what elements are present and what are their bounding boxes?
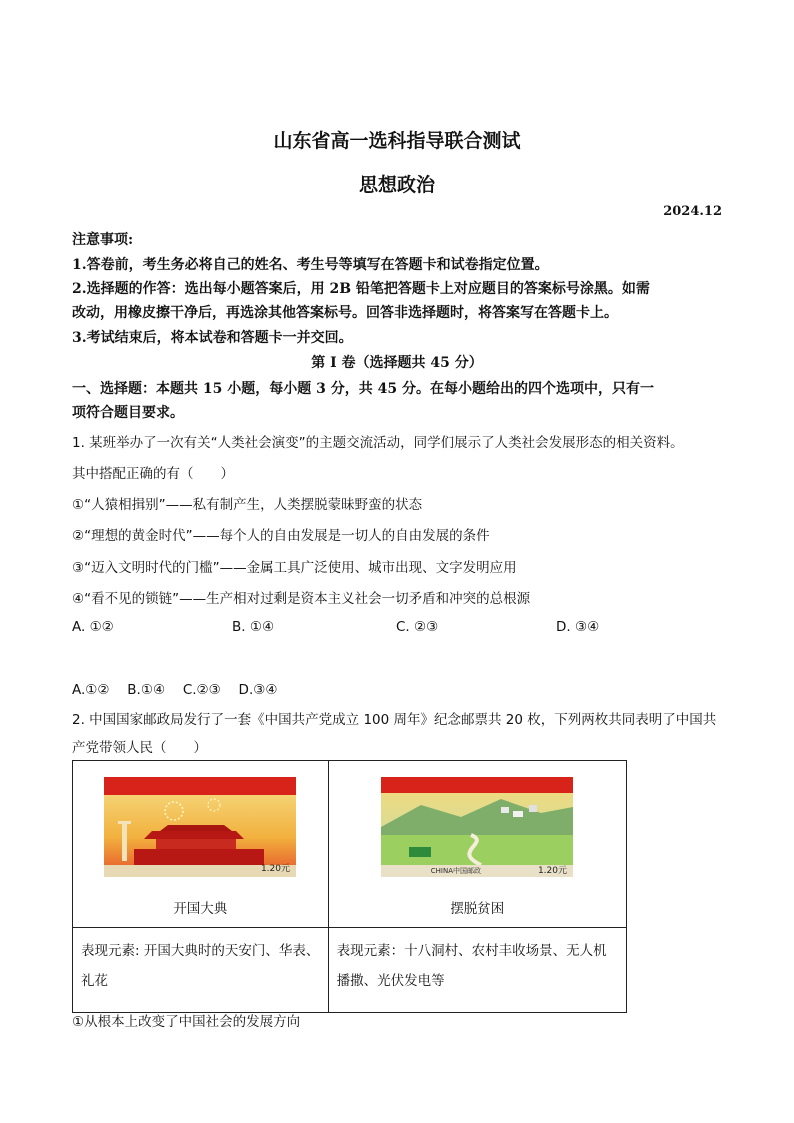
stamp-description: 表现元素: 开国大典时的天安门、华表、礼花 <box>73 928 329 1013</box>
q1-item: ③“迈入文明时代的门槛”——金属工具广泛使用、城市出现、文字发明应用 <box>72 560 517 576</box>
stamp-poverty-alleviation <box>381 777 573 877</box>
q1-item: ①“人猿相揖别”——私有制产生，人类摆脱蒙昧野蛮的状态 <box>72 497 423 513</box>
q1-option-b: B. ①④ <box>232 619 275 635</box>
notice-item: 2.选择题的作答：选出每小题答案后，用 2B 铅笔把答题卡上对应题目的答案标号涂黑。如需 <box>72 281 650 297</box>
q2-stem: 2. 中国国家邮政局发行了一套《中国共产党成立 100 周年》纪念邮票共 20 枚，下列两枚共同表明了中国共 <box>72 712 717 728</box>
village-stamp-illustration <box>381 777 573 877</box>
q1-item: ④“看不见的锁链”——生产相对过剩是资本主义社会一切矛盾和冲突的总根源 <box>72 591 531 607</box>
q1-item: ②“理想的黄金时代”——每个人的自由发展是一切人的自由发展的条件 <box>72 528 490 544</box>
stamp-value-label: 1.20元 <box>538 866 568 876</box>
notice-heading: 注意事项: <box>72 232 134 248</box>
notice-item: 3.考试结束后，将本试卷和答题卡一并交回。 <box>72 330 353 346</box>
stamp-value-label: 1.20元 <box>261 864 291 874</box>
stamp-table <box>72 760 627 1013</box>
q1-option-a: A. ①② <box>72 619 114 635</box>
stamp-country-label: CHINA中国邮政 <box>431 867 482 875</box>
stamp-caption: 摆脱贫困 <box>450 901 505 917</box>
section-heading: 一、选择题：本题共 15 小题，每小题 3 分，共 45 分。在每小题给出的四个选项中，只有一 <box>72 381 654 397</box>
q1-option-d: D. ③④ <box>556 619 600 635</box>
exam-title: 山东省高一选科指导联合测试 <box>273 130 521 152</box>
volume-heading: 第 I 卷（选择题共 45 分） <box>311 355 483 371</box>
q1-option-c: C. ②③ <box>396 619 439 635</box>
notice-item: 1.答卷前，考生务必将自己的姓名、考生号等填写在答题卡和试卷指定位置。 <box>72 257 549 273</box>
subject-title: 思想政治 <box>358 174 435 196</box>
q2-item: ①从根本上改变了中国社会的发展方向 <box>72 1014 301 1030</box>
stamp-cell-poverty <box>328 761 626 928</box>
section-heading-cont: 项符合题目要求。 <box>72 405 184 421</box>
stamp-caption: 开国大典 <box>173 901 228 917</box>
q1-stem: 1. 某班举办了一次有关“人类社会演变”的主题交流活动，同学们展示了人类社会发展形态的相关资料。 <box>72 435 684 451</box>
q2-stem-cont: 产党带领人民（ ） <box>72 740 207 756</box>
q1-answer-line: A.①② B.①④ C.②③ D.③④ <box>72 682 278 698</box>
stamp-description: 表现元素：十八洞村、农村丰收场景、无人机播撒、光伏发电等 <box>328 928 626 1013</box>
stamp-cell-founding <box>73 761 329 928</box>
notice-item: 改动，用橡皮擦干净后，再选涂其他答案标号。回答非选择题时，将答案写在答题卡上。 <box>72 305 618 321</box>
tiananmen-stamp-illustration <box>104 777 296 877</box>
exam-date: 2024.12 <box>663 204 722 219</box>
q1-stem-cont: 其中搭配正确的有（ ） <box>72 466 234 482</box>
stamp-founding-ceremony <box>104 777 296 877</box>
